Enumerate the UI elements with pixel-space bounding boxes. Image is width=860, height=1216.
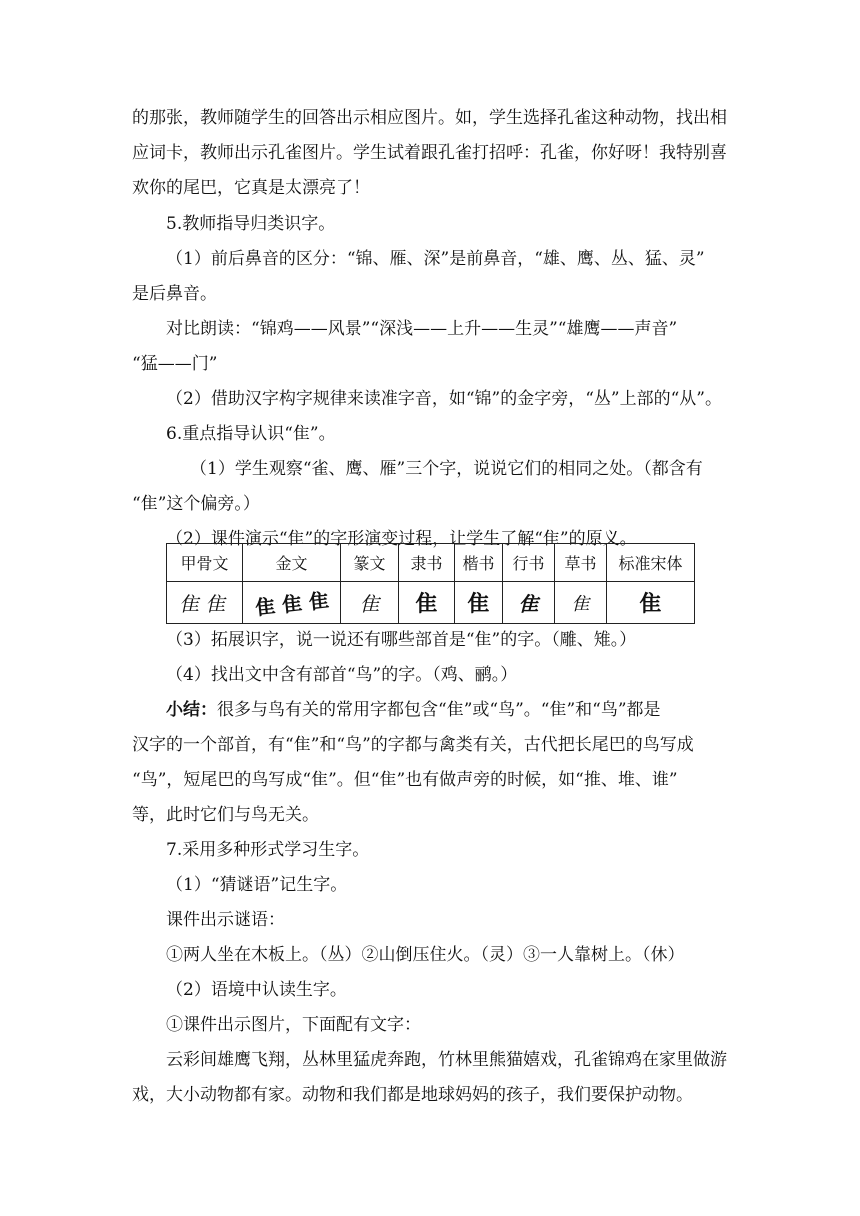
clerical-glyph-cell — [399, 582, 455, 624]
text-line: 的那张，教师随学生的回答出示相应图片。如，学生选择孔雀这种动物，找出相 — [132, 108, 727, 128]
table-header-row — [167, 544, 695, 582]
regular-script-glyph: 隹 — [467, 591, 490, 617]
text-line: ①两人坐在木板上。（丛）②山倒压住火。（灵）③一人靠树上。（休） — [166, 945, 685, 965]
text-line: 等，此时它们与鸟无关。 — [132, 805, 319, 825]
running-glyph-cell — [503, 582, 555, 624]
cursive-script-glyph: 隹 — [571, 593, 590, 615]
oracle-bone-glyph: 隹 隹 — [178, 592, 230, 616]
text-line: （1）“猜谜语”记生字。 — [166, 875, 348, 895]
running-script-glyph: 隹 — [518, 592, 539, 616]
table-header-cell: 标准宋体 — [607, 544, 695, 582]
text-line: （4）找出文中含有部首“鸟”的字。（鸡、鹂。） — [166, 665, 518, 685]
text-line: “鸟”，短尾巴的鸟写成“隹”。但“隹”也有做声旁的时候，如“推、堆、谁” — [132, 770, 678, 790]
songti-glyph-cell — [607, 582, 695, 624]
text-line: （2）课件演示“隹”的字形演变过程，让学生了解“隹”的原义。 — [166, 529, 637, 549]
bronze-glyph-cell — [243, 582, 341, 624]
text-line: ①课件出示图片，下面配有文字： — [166, 1015, 421, 1035]
regular-glyph-cell — [455, 582, 503, 624]
summary-line — [166, 699, 661, 721]
text-line: 戏，大小动物都有家。动物和我们都是地球妈妈的孩子，我们要保护动物。 — [132, 1085, 693, 1105]
clerical-script-glyph: 隹 — [415, 591, 438, 617]
text-line: 课件出示谜语： — [166, 910, 285, 930]
text-line: （1）前后鼻音的区分：“锦、雁、深”是前鼻音，“雄、鹰、丛、猛、灵” — [166, 249, 705, 269]
cursive-glyph-cell — [555, 582, 607, 624]
songti-glyph: 隹 — [639, 591, 662, 617]
text-line: 是后鼻音。 — [132, 284, 217, 304]
glyph-evolution-table — [166, 543, 695, 624]
text-line: 欢你的尾巴，它真是太漂亮了！ — [132, 178, 370, 198]
table-header-cell: 楷书 — [455, 544, 503, 582]
seal-script-glyph: 隹 — [359, 592, 380, 616]
table-glyph-row — [167, 582, 695, 624]
table-header-cell: 篆文 — [341, 544, 399, 582]
section-heading: 6.重点指导认识“隹”。 — [166, 424, 336, 444]
bronze-script-glyph: 隹 隹 隹 — [253, 588, 330, 620]
table-header-cell: 隶书 — [399, 544, 455, 582]
section-heading: 5.教师指导归类识字。 — [166, 214, 336, 234]
summary-label: 小结： — [166, 700, 217, 720]
oracle-glyph-cell — [167, 582, 243, 624]
summary-text: 很多与鸟有关的常用字都包含“隹”或“鸟”。“隹”和“鸟”都是 — [217, 700, 661, 720]
table-header-cell: 甲骨文 — [167, 544, 243, 582]
table-header-cell: 草书 — [555, 544, 607, 582]
text-line: （1）学生观察“雀、鹰、雁”三个字，说说它们的相同之处。（都含有 — [190, 459, 703, 479]
table-header-cell: 行书 — [503, 544, 555, 582]
text-line: 汉字的一个部首，有“隹”和“鸟”的字都与禽类有关，古代把长尾巴的鸟写成 — [132, 735, 694, 755]
text-line: “猛——门” — [132, 354, 218, 374]
section-heading: 7.采用多种形式学习生字。 — [166, 840, 370, 860]
text-line: 云彩间雄鹰飞翔，丛林里猛虎奔跑，竹林里熊猫嬉戏，孔雀锦鸡在家里做游 — [166, 1050, 727, 1070]
text-line: 对比朗读：“锦鸡——风景”“深浅——上升——生灵”“雄鹰——声音” — [166, 319, 678, 339]
text-line: 应词卡，教师出示孔雀图片。学生试着跟孔雀打招呼：孔雀，你好呀！我特别喜 — [132, 143, 727, 163]
text-line: “隹”这个偏旁。） — [132, 494, 260, 514]
text-line: （3）拓展识字，说一说还有哪些部首是“隹”的字。（雕、雉。） — [166, 630, 637, 650]
text-line: （2）语境中认读生字。 — [166, 980, 347, 1000]
table-header-cell: 金文 — [243, 544, 341, 582]
seal-glyph-cell — [341, 582, 399, 624]
text-line: （2）借助汉字构字规律来读准字音，如“锦”的金字旁，“丛”上部的“从”。 — [166, 389, 722, 409]
